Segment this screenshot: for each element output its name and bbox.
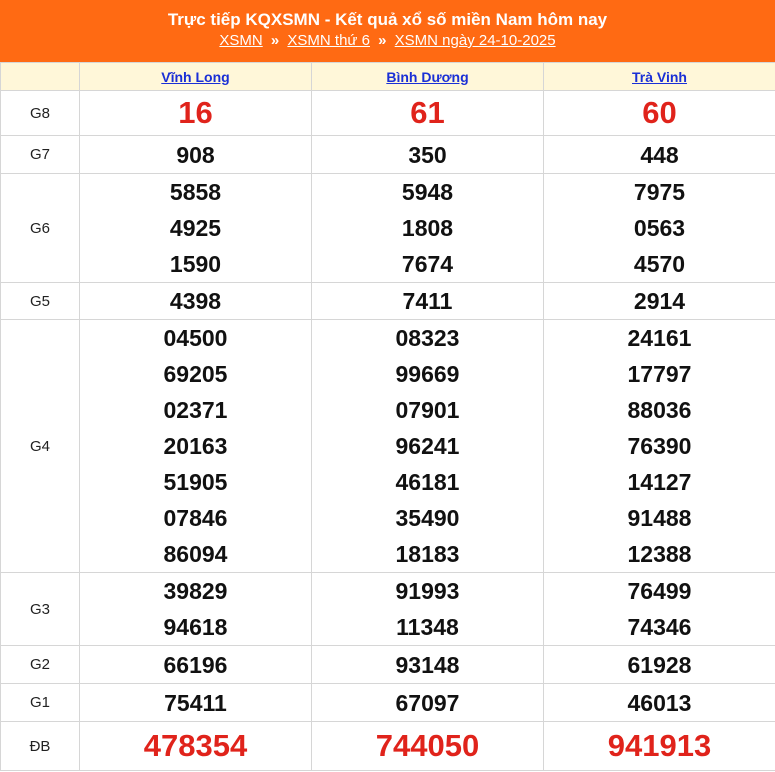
prize-number: 17797 [627, 361, 692, 387]
prize-number: 76499 [627, 578, 692, 604]
prize-number: 51905 [163, 469, 228, 495]
prize-number: 60 [642, 95, 677, 130]
prize-number: 14127 [627, 469, 692, 495]
prize-row-g8 [1, 91, 775, 136]
prize-cell [80, 320, 312, 573]
prize-number: 350 [408, 141, 447, 168]
prize-label: G2 [1, 646, 80, 684]
jackpot-number: 478354 [143, 728, 248, 763]
jackpot-number: 941913 [607, 728, 712, 763]
prize-number: 88036 [627, 397, 692, 423]
prize-cell [544, 320, 775, 573]
prize-number: 96241 [395, 433, 460, 459]
prize-number: 08323 [395, 325, 460, 351]
prize-number: 0563 [633, 215, 686, 241]
prize-label: G3 [1, 573, 80, 646]
corner-cell [1, 63, 80, 91]
prize-cell [80, 136, 312, 174]
prize-number: 91488 [627, 505, 692, 531]
prize-number: 11348 [396, 614, 459, 640]
prize-cell [544, 91, 775, 136]
prize-number: 07901 [395, 397, 460, 423]
prize-row-g5 [1, 283, 775, 320]
results-table [0, 62, 775, 771]
prize-number: 07846 [163, 505, 228, 531]
prize-number: 4570 [633, 251, 686, 277]
prize-number: 99669 [395, 361, 460, 387]
prize-row-g2 [1, 646, 775, 684]
prize-number: 5858 [169, 179, 222, 205]
province-header-row [1, 63, 775, 91]
prize-number: 69205 [163, 361, 228, 387]
prize-label: G8 [1, 91, 80, 136]
prize-label: G7 [1, 136, 80, 174]
prize-number: 66196 [163, 651, 228, 678]
prize-cell [312, 722, 544, 771]
prize-number: 4398 [169, 288, 222, 314]
breadcrumb-separator: » [378, 32, 387, 49]
prize-number: 24161 [627, 325, 692, 351]
prize-cell [312, 174, 544, 283]
prize-cell [80, 573, 312, 646]
prize-label: G5 [1, 283, 80, 320]
prize-number: 75411 [164, 689, 227, 716]
results-header [0, 0, 775, 62]
prize-cell [312, 91, 544, 136]
prize-row-g4 [1, 320, 775, 573]
prize-number: 2914 [633, 288, 686, 314]
province-link-binh-duong[interactable]: Bình Dương [386, 68, 469, 85]
prize-cell [312, 136, 544, 174]
breadcrumb-xsmn-link[interactable]: XSMN [219, 32, 263, 49]
prize-cell [544, 722, 775, 771]
prize-number: 74346 [627, 614, 692, 640]
breadcrumb-xsmn-date-link[interactable]: XSMN ngày 24-10-2025 [394, 32, 556, 49]
prize-number: 7975 [633, 179, 686, 205]
prize-cell [312, 646, 544, 684]
prize-cell [544, 573, 775, 646]
prize-number: 7411 [402, 288, 453, 314]
prize-cell [312, 573, 544, 646]
page-title: Trực tiếp KQXSMN - Kết quả xổ số miền Nam hôm nay [167, 10, 608, 29]
breadcrumb-separator: » [270, 32, 280, 49]
prize-number: 1590 [169, 251, 222, 277]
prize-label: ĐB [1, 722, 80, 771]
prize-label: G6 [1, 174, 80, 283]
prize-number: 93148 [395, 651, 460, 678]
prize-number: 61928 [627, 651, 692, 678]
prize-cell [544, 136, 775, 174]
prize-cell [544, 646, 775, 684]
prize-label: G1 [1, 684, 80, 722]
prize-number: 448 [640, 141, 679, 168]
prize-number: 46181 [395, 469, 460, 495]
prize-cell [312, 684, 544, 722]
breadcrumb-xsmn-weekday-link[interactable]: XSMN thứ 6 [287, 32, 370, 49]
prize-row-g3 [1, 573, 775, 646]
prize-label: G4 [1, 320, 80, 573]
prize-row-g6 [1, 174, 775, 283]
prize-cell [80, 91, 312, 136]
province-header [80, 63, 312, 91]
prize-cell [312, 320, 544, 573]
prize-row-g7 [1, 136, 775, 174]
province-header [544, 63, 775, 91]
prize-number: 18183 [395, 541, 460, 567]
prize-number: 12388 [627, 541, 692, 567]
breadcrumb [1, 31, 774, 51]
prize-cell [80, 283, 312, 320]
province-link-vinh-long[interactable]: Vĩnh Long [161, 68, 230, 85]
prize-number: 5948 [401, 179, 454, 205]
province-header [312, 63, 544, 91]
prize-cell [544, 684, 775, 722]
province-link-tra-vinh[interactable]: Trà Vinh [632, 68, 687, 85]
prize-number: 1808 [401, 215, 454, 241]
prize-cell [80, 684, 312, 722]
prize-number: 76390 [627, 433, 692, 459]
prize-row-special [1, 722, 775, 771]
jackpot-number: 744050 [375, 728, 480, 763]
prize-number: 86094 [163, 541, 228, 567]
prize-cell [80, 722, 312, 771]
prize-number: 46013 [627, 689, 692, 716]
prize-cell [544, 174, 775, 283]
prize-number: 4925 [169, 215, 222, 241]
prize-number: 16 [178, 95, 213, 130]
prize-number: 04500 [163, 325, 228, 351]
prize-cell [544, 283, 775, 320]
prize-cell [80, 646, 312, 684]
prize-number: 94618 [163, 614, 228, 640]
prize-number: 61 [410, 95, 445, 130]
prize-number: 7674 [401, 251, 454, 277]
prize-number: 02371 [163, 397, 228, 423]
prize-number: 35490 [395, 505, 460, 531]
prize-cell [312, 283, 544, 320]
prize-row-g1 [1, 684, 775, 722]
prize-cell [80, 174, 312, 283]
prize-number: 39829 [163, 578, 228, 604]
prize-number: 20163 [163, 433, 228, 459]
prize-number: 67097 [395, 689, 460, 716]
prize-number: 91993 [395, 578, 460, 604]
prize-number: 908 [176, 141, 215, 168]
